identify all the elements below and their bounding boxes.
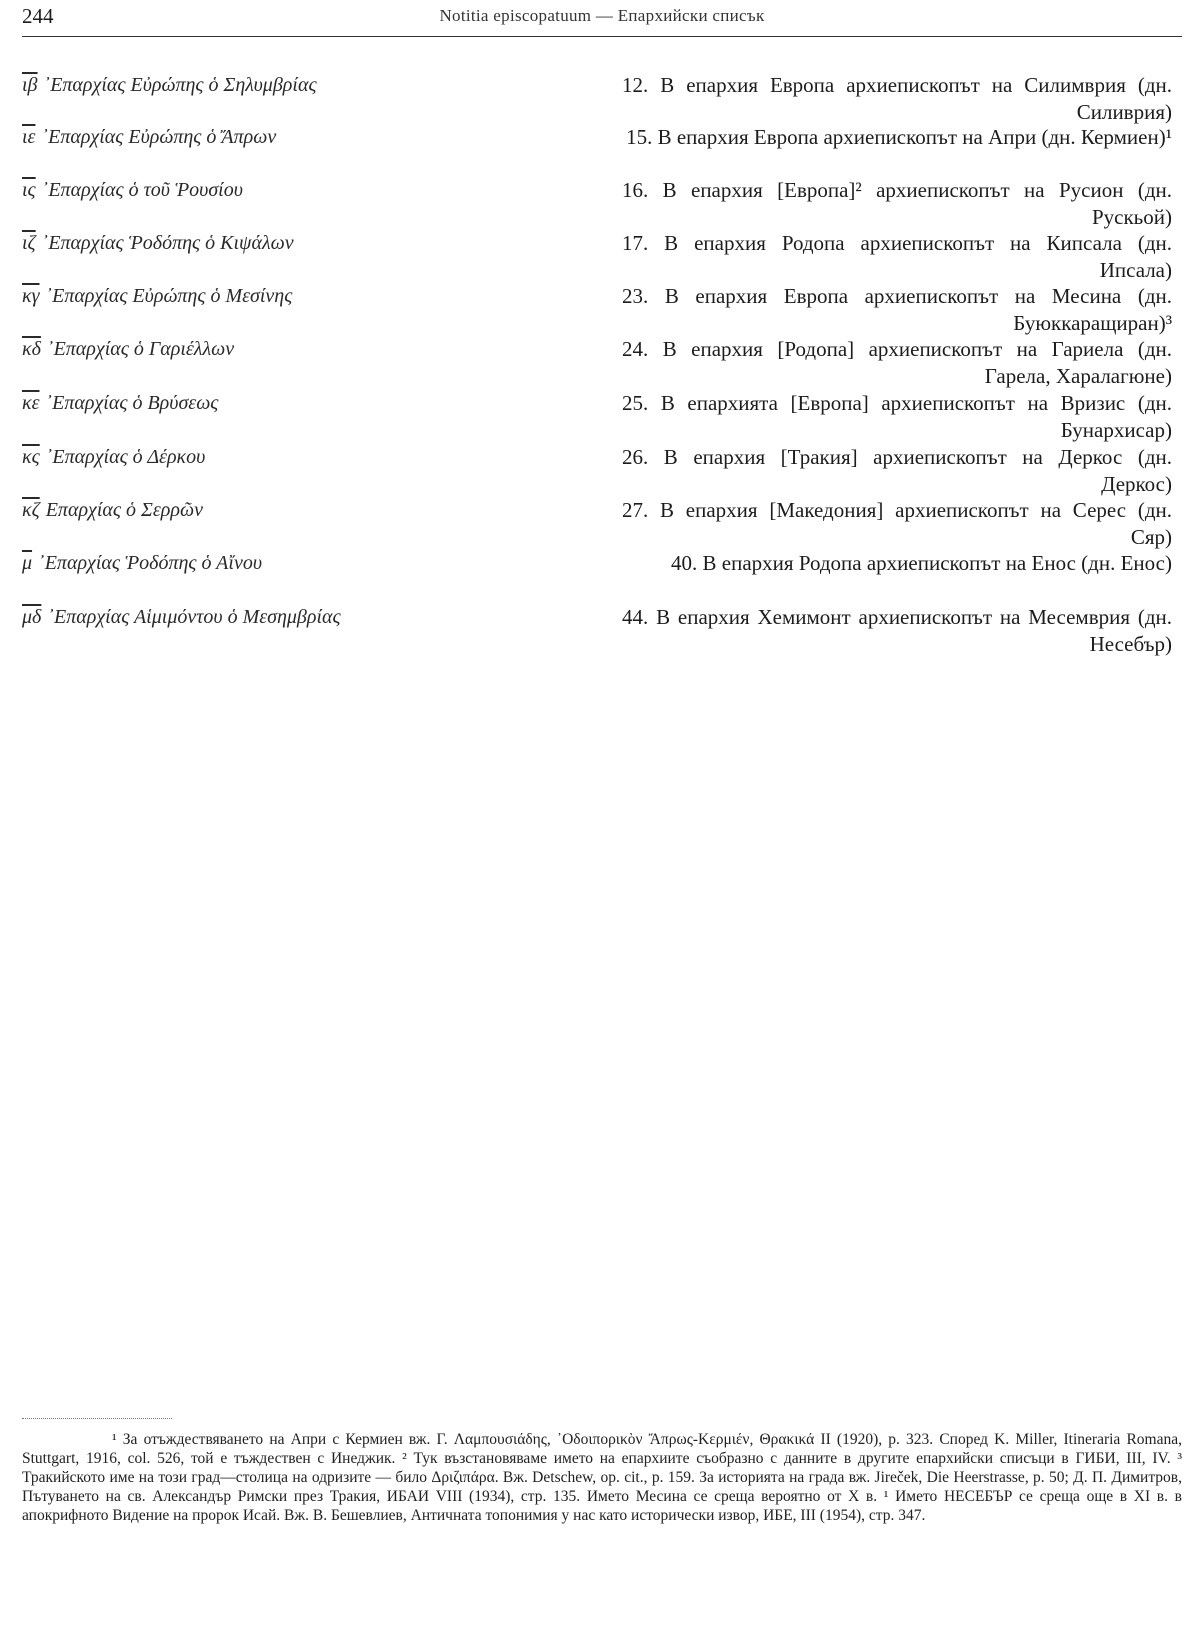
footnote-rule: [22, 1418, 172, 1419]
greek-entry: $\overline{\kappa\delta}$ ᾿Επαρχίας ὁ Γαριέλλων: [22, 338, 235, 360]
bulgarian-entry: 23. В епархия Европа архиепископът на Месина (дн. Буюккаращиран)³: [622, 284, 1172, 335]
bulgarian-entry: 24. В епархия [Родопа] архиепископът на Гариела (дн. Гарела, Харалагюне): [622, 337, 1172, 388]
greek-entry: $\overline{\kappa\varepsilon}$ ᾿Επαρχίας ὁ Βρύσεως: [22, 392, 219, 414]
footnote-text: ¹ За отъждествяването на Апри с Кермиен вж. Г. Λαμπουσιάδης, ᾿Οδοιπορικὸν Ἄπρως-Κερμιέν, Θρακικά II (1920), p. 323. Според K. Miller, Itineraria Romana, Stuttgart, 1916, col. 526, той е тъждествен с Инеджик. ² Тук възстановяваме името на епархиите съобразно с данните в другите епархийски списъци в ГИБИ, III, IV. ³ Тракийското име на този град—столица на одризите — било Δριζιπάρα. Вж. Detschew, op. cit., p. 159. За историята на града вж. Jireček, Die Heerstrasse, p. 50; Д. П. Димитров, Пътуването на св. Александър Римски през Тракия, ИБАИ VIII (1934), стр. 135. Името Месина се среща вероятно от X в. ¹ Името НЕСЕБЪР се среща още в XI в. в апокрифното Видение на пророк Исай. Вж. В. Бешевлиев, Античната топонимия у нас като исторически извор, ИБЕ, III (1954), стр. 347.: [22, 1431, 1182, 1524]
greek-entry: $\overline{\kappa\varsigma}$ ᾿Επαρχίας ὁ Δέρκου: [22, 446, 206, 468]
greek-entry: $\overline{\iota\varsigma}$ ᾿Επαρχίας ὁ τοῦ Ῥουσίου: [22, 179, 243, 201]
greek-entry: $\overline{\mu\delta}$ ᾿Επαρχίας Αἱμιμόντου ὁ Μεσημβρίας: [22, 606, 341, 628]
footnotes: [22, 1430, 1182, 1525]
page-number: 244: [22, 4, 54, 28]
header-rule: [22, 36, 1182, 37]
greek-entry: $\overline{\mu}$ ᾿Επαρχίας Ῥοδόπης ὁ Αἴνου: [22, 552, 263, 574]
running-title: Notitia episcopatuum — Епархийски списък: [439, 6, 765, 25]
greek-entry: $\overline{\iota\zeta}$ ᾿Επαρχίας Ῥοδόπης ὁ Κιψάλων: [22, 232, 294, 254]
bulgarian-entry: 27. В епархия [Македония] архиепископът на Серес (дн. Сяр): [622, 498, 1172, 549]
greek-entry: $\overline{\iota\varepsilon}$ ᾿Επαρχίας Εὐρώπης ὁ Ἄπρων: [22, 126, 277, 148]
bulgarian-entry: 12. В епархия Европа архиепископът на Силимврия (дн. Силиврия): [622, 73, 1172, 124]
greek-entry: $\overline{\kappa\gamma}$ ᾿Επαρχίας Εὐρώπης ὁ Μεσίνης: [22, 285, 293, 307]
greek-entry: $\overline{\iota\beta}$ ᾿Επαρχίας Εὐρώπης ὁ Σηλυμβρίας: [22, 74, 317, 96]
bulgarian-entry: 17. В епархия Родопа архиепископът на Кипсала (дн. Ипсала): [622, 231, 1172, 282]
bulgarian-entry: 44. В епархия Хемимонт архиепископът на Месемврия (дн. Несебър): [622, 605, 1172, 656]
bulgarian-entry: 25. В епархията [Европа] архиепископът на Вризис (дн. Бунархисар): [622, 391, 1172, 442]
bulgarian-entry: 26. В епархия [Тракия] архиепископът на Деркос (дн. Деркос): [622, 445, 1172, 496]
bulgarian-entry: 16. В епархия [Европа]² архиепископът на Русион (дн. Рускьой): [622, 178, 1172, 229]
bulgarian-entry: 40. В епархия Родопа архиепископът на Енос (дн. Енос): [671, 551, 1172, 575]
greek-entry: $\overline{\kappa\zeta}$ Επαρχίας ὁ Σερρῶν: [22, 499, 203, 521]
bulgarian-entry: 15. В епархия Европа архиепископът на Апри (дн. Кермиен)¹: [626, 125, 1172, 149]
page-header: [22, 4, 1182, 34]
